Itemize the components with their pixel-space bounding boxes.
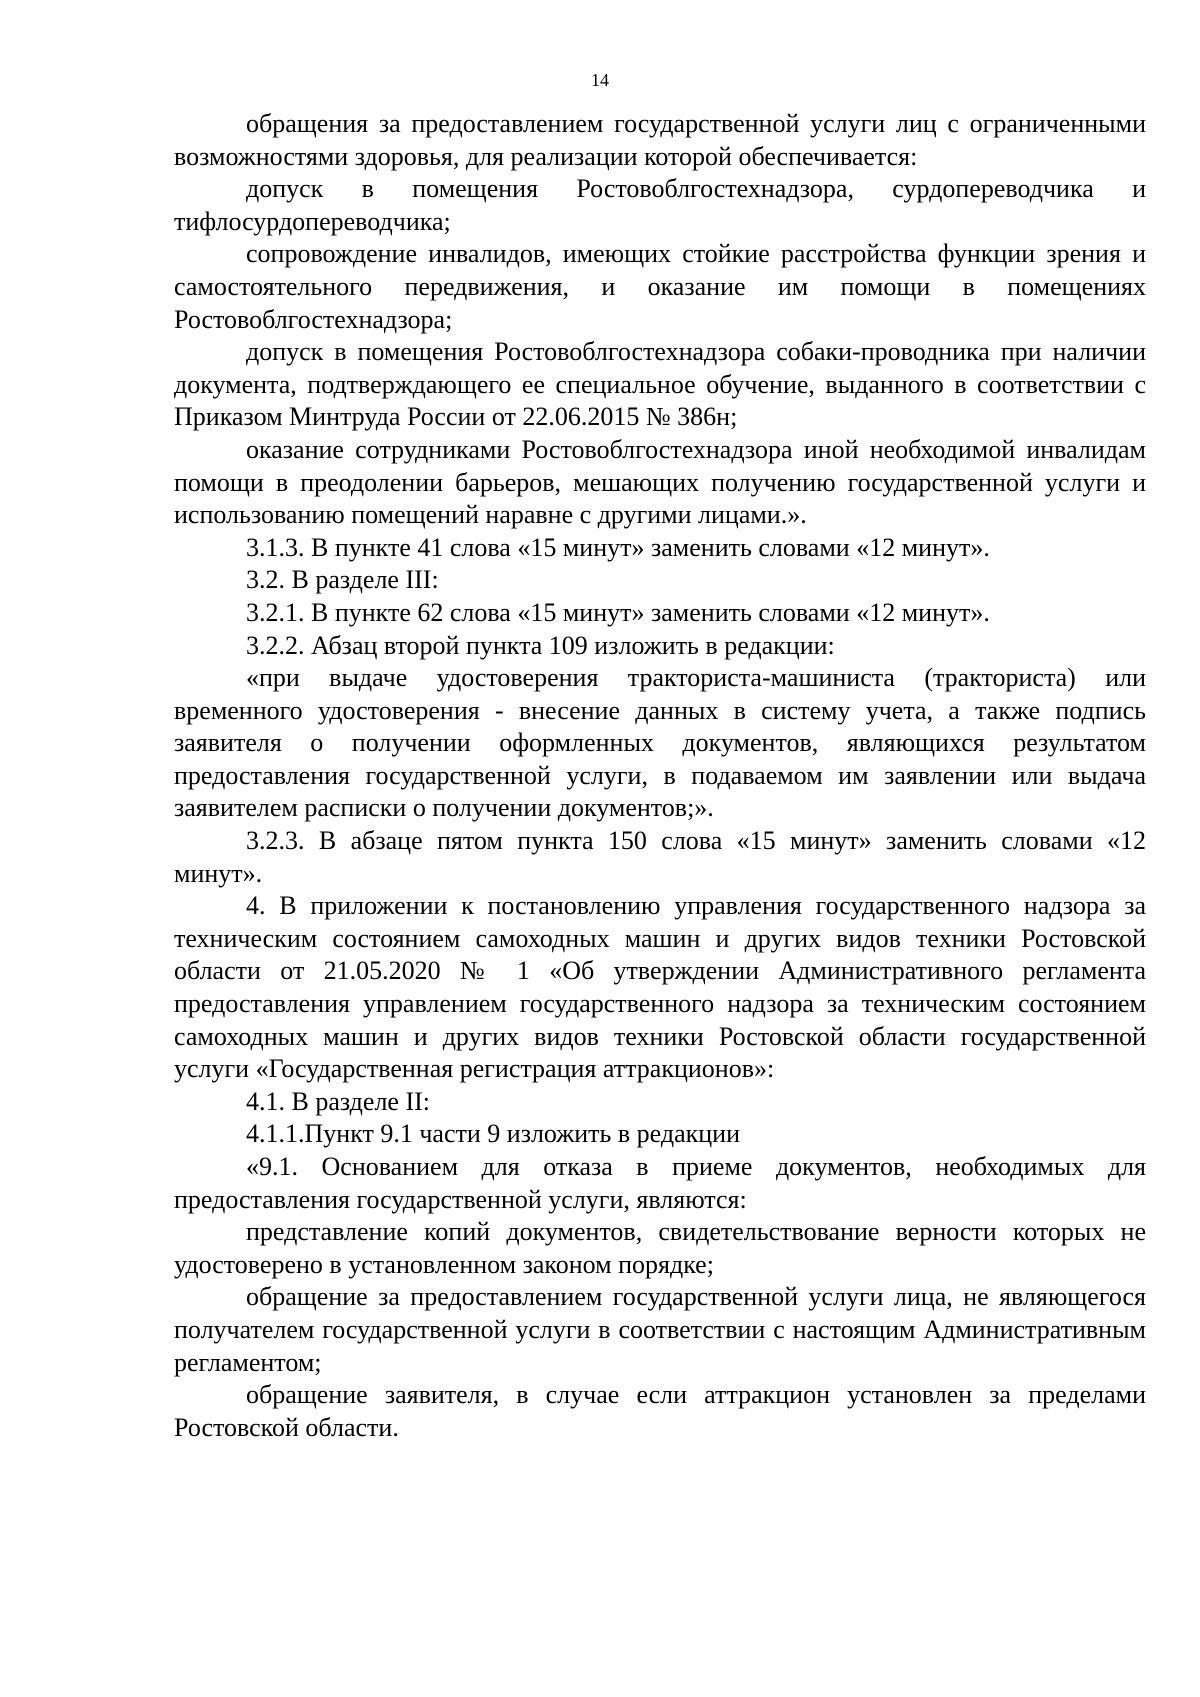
paragraph: 3.2.2. Абзац второй пункта 109 изложить в редакции: xyxy=(246,630,835,660)
paragraph: представление копий документов, свидетельствование верности которых не удостоверено в установленном законом порядке; xyxy=(174,1217,1146,1279)
paragraph: допуск в помещения Ростовоблгостехнадзора собаки-проводника при наличии документа, подтверждающего ее специальное обучение, выданного в соответствии с Приказом Минтруда России от 22.06.2015 № 386н; xyxy=(174,337,1146,432)
paragraph: допуск в помещения Ростовоблгостехнадзора, сурдопереводчика и тифлосурдопереводчика; xyxy=(174,174,1146,236)
paragraph: «при выдаче удостоверения тракториста-машиниста (тракториста) или временного удостоверения - внесение данных в систему учета, а также подпись заявителя о получении оформленных документов, являющихся результатом предоставления государственной услуги, в подаваемом им заявлении или выдача заявителем расписки о получении документов;». xyxy=(174,663,1146,823)
paragraph: 3.2. В разделе III: xyxy=(246,565,439,595)
paragraph: обращение за предоставлением государственной услуги лица, не являющегося получателем государственной услуги в соответствии с настоящим Административным регламентом; xyxy=(174,1282,1146,1377)
paragraph: сопровождение инвалидов, имеющих стойкие расстройства функции зрения и самостоятельного передвижения, и оказание им помощи в помещениях Ростовоблгостехнадзора; xyxy=(174,239,1146,334)
paragraph: 4.1. В разделе II: xyxy=(246,1086,431,1116)
paragraph: 3.2.1. В пункте 62 слова «15 минут» заменить словами «12 минут». xyxy=(246,597,990,627)
paragraph-continuation: обращения за предоставлением государственной услуги лиц с ограниченными возможностями здоровья, для реализации которой обеспечивается: xyxy=(174,109,1146,171)
paragraph: 3.2.3. В абзаце пятом пункта 150 слова «15 минут» заменить словами «12 минут». xyxy=(174,826,1146,888)
paragraph: оказание сотрудниками Ростовоблгостехнадзора иной необходимой инвалидам помощи в преодолении барьеров, мешающих получению государственной услуги и использованию помещений наравне с другими лицами.». xyxy=(174,434,1146,530)
paragraph: «9.1. Основанием для отказа в приеме документов, необходимых для предоставления государственной услуги, являются: xyxy=(174,1152,1146,1214)
paragraph: 4. В приложении к постановлению управления государственного надзора за техническим состоянием самоходных машин и других видов техники Ростовской области от 21.05.2020 № 1 «Об утверждении Административного регламента предоставления управлением государственного надзора за техническим состоянием самоходных машин и других видов техники Ростовской области государственной услуги «Государственная регистрация аттракционов»: xyxy=(174,891,1146,1084)
paragraph: обращение заявителя, в случае если аттракцион установлен за пределами Ростовской области. xyxy=(174,1380,1146,1442)
document-body xyxy=(174,108,1146,1444)
paragraph: 4.1.1.Пункт 9.1 части 9 изложить в редакции xyxy=(246,1119,740,1149)
paragraph: 3.1.3. В пункте 41 слова «15 минут» заменить словами «12 минут». xyxy=(246,532,990,562)
page-number: 14 xyxy=(591,70,609,90)
